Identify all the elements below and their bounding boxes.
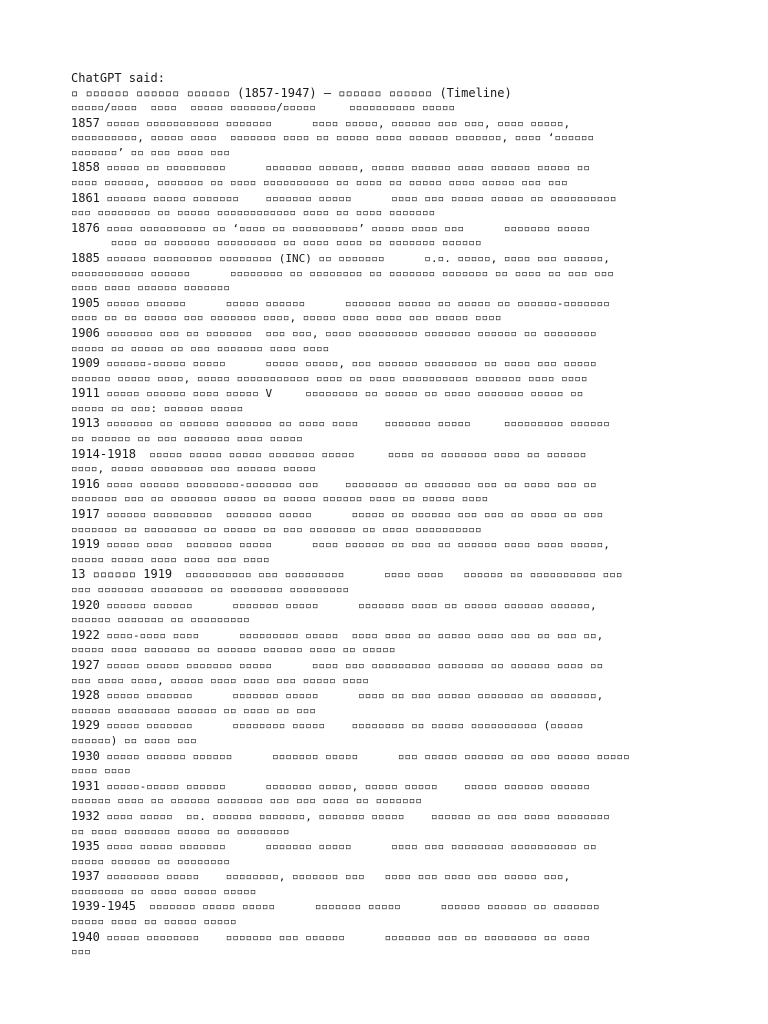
timeline-row-first-line xyxy=(71,598,701,614)
timeline-row-first-line xyxy=(71,899,701,915)
timeline-row-first-line xyxy=(71,688,701,704)
timeline-row-first-line xyxy=(71,869,701,885)
timeline-row xyxy=(71,386,701,416)
timeline-row xyxy=(71,221,701,251)
timeline-event-continuation: ▫▫▫▫, ▫▫▫▫▫ ▫▫▫▫▫▫▫▫ ▫▫▫ ▫▫▫▫▫▫ ▫▫▫▫▫ xyxy=(71,462,317,476)
timeline-event-continuation: ▫▫▫▫▫ ▫▫▫▫ ▫▫▫▫▫▫▫ ▫▫ ▫▫▫▫▫▫ ▫▫▫▫▫▫ ▫▫▫▫ ▫▫ ▫▫▫▫▫ xyxy=(71,643,396,657)
timeline-row xyxy=(71,809,701,839)
timeline-event-continuation: ▫▫ ▫▫▫▫▫▫ ▫▫ ▫▫▫ ▫▫▫▫▫▫▫ ▫▫▫▫ ▫▫▫▫▫ xyxy=(71,432,303,446)
timeline-event: ▫▫▫▫▫ ▫▫▫▫▫▫ ▫▫▫▫▫ ▫▫▫▫▫▫ ▫▫▫▫▫▫▫ ▫▫▫▫▫ ▫▫ ▫▫▫▫▫ ▫▫ ▫▫▫▫▫▫-▫▫▫▫▫▫▫ xyxy=(99,296,610,310)
timeline-year: 1939-1945 xyxy=(71,899,137,914)
timeline-event-continuation: ▫▫▫ ▫▫▫▫▫▫▫▫ ▫▫ ▫▫▫▫▫ ▫▫▫▫▫▫▫▫▫▫▫▫ ▫▫▫▫ ▫▫ ▫▫▫▫ ▫▫▫▫▫▫▫ xyxy=(71,206,436,220)
timeline-event: ▫▫▫▫▫▫▫▫▫▫ ▫▫▫ ▫▫▫▫▫▫▫▫▫ ▫▫▫▫ ▫▫▫▫ ▫▫▫▫▫▫ ▫▫ ▫▫▫▫▫▫▫▫▫▫ ▫▫▫ xyxy=(172,568,623,582)
timeline-row-first-line xyxy=(71,718,701,734)
timeline-row-first-line xyxy=(71,386,701,402)
timeline-event-continuation: ▫▫▫▫▫▫ ▫▫▫▫▫▫▫▫ ▫▫▫▫▫▫ ▫▫ ▫▫▫▫ ▫▫ ▫▫▫ xyxy=(71,703,317,717)
timeline-year: 1914-1918 xyxy=(71,446,137,461)
timeline-event: ▫▫▫▫▫▫ ▫▫▫▫▫ ▫▫▫▫▫▫▫ ▫▫▫▫▫▫▫ ▫▫▫▫▫ ▫▫▫▫ ▫▫▫ ▫▫▫▫▫ ▫▫▫▫▫ ▫▫ ▫▫▫▫▫▫▫▫▫▫ xyxy=(99,191,617,205)
timeline-row-first-line xyxy=(71,116,701,132)
timeline-row-first-line xyxy=(71,296,701,312)
timeline-event-continuation: ▫▫▫▫▫▫▫ ▫▫ ▫▫▫▫▫▫▫▫ ▫▫ ▫▫▫▫▫ ▫▫ ▫▫▫ ▫▫▫▫▫▫▫ ▫▫ ▫▫▫▫ ▫▫▫▫▫▫▫▫▫▫ xyxy=(71,522,482,536)
timeline-row-first-line xyxy=(71,628,701,644)
timeline-table xyxy=(71,116,701,960)
timeline-event: ▫▫▫▫▫ ▫▫▫▫▫▫▫ ▫▫▫▫▫▫▫ ▫▫▫▫▫ ▫▫▫▫ ▫▫ ▫▫▫ ▫▫▫▫▫ ▫▫▫▫▫▫▫ ▫▫ ▫▫▫▫▫▫▫, xyxy=(99,689,604,703)
timeline-event-continuation: ▫▫▫▫ ▫▫ ▫▫ ▫▫▫▫▫ ▫▫▫ ▫▫▫▫▫▫▫ ▫▫▫▫, ▫▫▫▫▫ ▫▫▫▫ ▫▫▫▫ ▫▫▫ ▫▫▫▫▫ ▫▫▫▫ xyxy=(71,311,502,325)
timeline-event-continuation: ▫▫▫▫ ▫▫ ▫▫▫▫▫▫▫ ▫▫▫▫▫▫▫▫▫ ▫▫ ▫▫▫▫ ▫▫▫▫ ▫▫ ▫▫▫▫▫▫▫ ▫▫▫▫▫▫ xyxy=(71,236,482,250)
chatgpt-said-label: ChatGPT said: xyxy=(71,71,165,85)
timeline-year: 1885 xyxy=(71,250,100,265)
timeline-event-continuation: ▫▫▫▫▫ ▫▫ ▫▫▫: ▫▫▫▫▫▫ ▫▫▫▫▫ xyxy=(71,401,244,415)
timeline-year: 1911 xyxy=(71,386,100,401)
timeline-row-first-line xyxy=(71,416,701,432)
timeline-event-continuation: ▫▫▫ ▫▫▫▫▫▫▫ ▫▫▫▫▫▫▫▫ ▫▫ ▫▫▫▫▫▫▫▫ ▫▫▫▫▫▫▫▫▫ xyxy=(71,583,350,596)
timeline-event-continuation: ▫▫▫ xyxy=(71,945,91,959)
timeline-year: 1876 xyxy=(71,220,100,235)
timeline-event-continuation: ▫▫ ▫▫▫▫ ▫▫▫▫▫▫▫ ▫▫▫▫▫ ▫▫ ▫▫▫▫▫▫▫▫ xyxy=(71,824,290,838)
timeline-row-first-line xyxy=(71,658,701,674)
timeline-year: 1935 xyxy=(71,839,100,854)
timeline-row xyxy=(71,251,701,296)
timeline-event: ▫▫▫▫▫ ▫▫▫▫▫▫▫▫▫▫▫ ▫▫▫▫▫▫▫ ▫▫▫▫ ▫▫▫▫▫, ▫▫▫▫▫▫ ▫▫▫ ▫▫▫, ▫▫▫▫ ▫▫▫▫▫, xyxy=(99,116,571,130)
timeline-event: ▫▫▫▫▫▫ ▫▫▫▫▫▫▫▫▫ ▫▫▫▫▫▫▫ ▫▫▫▫▫ ▫▫▫▫▫ ▫▫ ▫▫▫▫▫▫ ▫▫▫ ▫▫▫ ▫▫ ▫▫▫▫ ▫▫ ▫▫▫ xyxy=(99,508,604,522)
timeline-year: 1937 xyxy=(71,869,100,884)
timeline-event-continuation: ▫▫▫▫ ▫▫▫▫ xyxy=(71,764,131,778)
timeline-row-first-line xyxy=(71,749,701,765)
timeline-row-first-line xyxy=(71,567,701,583)
timeline-row-first-line xyxy=(71,251,701,267)
timeline-year: 1927 xyxy=(71,657,100,672)
timeline-row-first-line xyxy=(71,537,701,553)
timeline-event: ▫▫▫▫▫▫▫▫ ▫▫▫▫▫ ▫▫▫▫▫▫▫▫, ▫▫▫▫▫▫▫ ▫▫▫ ▫▫▫▫ ▫▫▫ ▫▫▫▫ ▫▫▫ ▫▫▫▫▫ ▫▫▫, xyxy=(99,870,571,884)
timeline-row-first-line xyxy=(71,809,701,825)
timeline-year: 1930 xyxy=(71,748,100,763)
timeline-row xyxy=(71,930,701,960)
timeline-event: ▫▫▫▫▫▫▫ ▫▫▫▫▫ ▫▫▫▫▫ ▫▫▫▫▫▫▫ ▫▫▫▫▫ ▫▫▫▫▫▫ ▫▫▫▫▫▫ ▫▫ ▫▫▫▫▫▫▫ xyxy=(136,900,600,914)
timeline-year: 1940 xyxy=(71,929,100,944)
timeline-row xyxy=(71,688,701,718)
timeline-event-continuation: ▫▫▫▫▫▫▫▫ ▫▫ ▫▫▫▫ ▫▫▫▫▫ ▫▫▫▫▫ xyxy=(71,884,257,898)
timeline-year: 1928 xyxy=(71,688,100,703)
timeline-row xyxy=(71,628,701,658)
timeline-row xyxy=(71,567,701,597)
timeline-year: 1929 xyxy=(71,718,100,733)
timeline-event: ▫▫▫▫▫ ▫▫▫▫▫ ▫▫▫▫▫▫▫ ▫▫▫▫▫ ▫▫▫▫ ▫▫▫ ▫▫▫▫▫▫▫▫▫ ▫▫▫▫▫▫▫ ▫▫ ▫▫▫▫▫▫ ▫▫▫▫ ▫▫ xyxy=(99,658,604,672)
timeline-event: ▫▫▫▫▫▫-▫▫▫▫▫ ▫▫▫▫▫ ▫▫▫▫▫ ▫▫▫▫▫, ▫▫▫ ▫▫▫▫▫▫ ▫▫▫▫▫▫▫▫ ▫▫ ▫▫▫▫ ▫▫▫ ▫▫▫▫▫ xyxy=(99,357,597,371)
timeline-row-first-line xyxy=(71,930,701,946)
timeline-row xyxy=(71,718,701,748)
timeline-year: 1861 xyxy=(71,190,100,205)
timeline-row xyxy=(71,160,701,190)
timeline-event-continuation: ▫▫▫▫▫▫) ▫▫ ▫▫▫▫ ▫▫▫ xyxy=(71,733,197,747)
timeline-row xyxy=(71,356,701,386)
timeline-event-continuation: ▫▫▫▫ ▫▫▫▫▫▫, ▫▫▫▫▫▫▫ ▫▫ ▫▫▫▫ ▫▫▫▫▫▫▫▫▫▫ ▫▫ ▫▫▫▫ ▫▫ ▫▫▫▫▫ ▫▫▫▫ ▫▫▫▫▫ ▫▫▫ ▫▫▫ xyxy=(71,175,568,189)
timeline-row xyxy=(71,869,701,899)
timeline-event-continuation: ▫▫▫▫▫ ▫▫▫▫▫ ▫▫▫▫ ▫▫▫▫ ▫▫▫ ▫▫▫▫ xyxy=(71,552,270,566)
timeline-event-continuation: ▫▫▫▫▫▫ ▫▫▫▫ ▫▫ ▫▫▫▫▫▫ ▫▫▫▫▫▫▫ ▫▫▫ ▫▫▫ ▫▫▫▫ ▫▫ ▫▫▫▫▫▫▫ xyxy=(71,794,422,808)
timeline-row-first-line xyxy=(71,447,701,463)
timeline-year: 13 ▫▫▫▫▫▫ 1919 xyxy=(71,567,173,582)
timeline-event: ▫▫▫▫-▫▫▫▫ ▫▫▫▫ ▫▫▫▫▫▫▫▫▫ ▫▫▫▫▫ ▫▫▫▫ ▫▫▫▫ ▫▫ ▫▫▫▫▫ ▫▫▫▫ ▫▫▫ ▫▫ ▫▫▫ ▫▫, xyxy=(99,628,604,642)
timeline-year: 1858 xyxy=(71,160,100,175)
timeline-event: ▫▫▫▫▫▫▫ ▫▫▫ ▫▫ ▫▫▫▫▫▫▫ ▫▫▫ ▫▫▫, ▫▫▫▫ ▫▫▫▫▫▫▫▫▫ ▫▫▫▫▫▫▫ ▫▫▫▫▫▫ ▫▫ ▫▫▫▫▫▫▫▫ xyxy=(99,326,597,340)
timeline-row-first-line xyxy=(71,191,701,207)
timeline-row xyxy=(71,658,701,688)
timeline-event: ▫▫▫▫▫ ▫▫▫▫▫ ▫▫▫▫▫ ▫▫▫▫▫▫▫ ▫▫▫▫▫ ▫▫▫▫ ▫▫ ▫▫▫▫▫▫▫ ▫▫▫▫ ▫▫ ▫▫▫▫▫▫ xyxy=(136,447,587,461)
timeline-row xyxy=(71,447,701,477)
timeline-event: ▫▫▫▫▫ ▫▫▫▫▫▫ ▫▫▫▫ ▫▫▫▫▫ V ▫▫▫▫▫▫▫▫ ▫▫ ▫▫▫▫▫ ▫▫ ▫▫▫▫ ▫▫▫▫▫▫▫ ▫▫▫▫▫ ▫▫ xyxy=(99,387,584,401)
timeline-row xyxy=(71,779,701,809)
timeline-row xyxy=(71,416,701,446)
timeline-event: ▫▫▫▫▫ ▫▫▫▫▫▫ ▫▫▫▫▫▫ ▫▫▫▫▫▫▫ ▫▫▫▫▫ ▫▫▫ ▫▫▫▫▫ ▫▫▫▫▫▫ ▫▫ ▫▫▫ ▫▫▫▫▫ ▫▫▫▫▫ xyxy=(99,749,630,763)
timeline-row xyxy=(71,899,701,929)
document-title: ▫ ▫▫▫▫▫▫ ▫▫▫▫▫▫ ▫▫▫▫▫▫ (1857-1947) – ▫▫▫▫▫▫ ▫▫▫▫▫▫ (Timeline) xyxy=(71,86,512,100)
timeline-year: 1931 xyxy=(71,778,100,793)
document-page xyxy=(71,71,701,960)
timeline-year: 1909 xyxy=(71,356,100,371)
timeline-event: ▫▫▫▫ ▫▫▫▫▫▫▫▫▫▫ ▫▫ ‘▫▫▫▫ ▫▫ ▫▫▫▫▫▫▫▫▫▫’ ▫▫▫▫▫ ▫▫▫▫ ▫▫▫ ▫▫▫▫▫▫▫ ▫▫▫▫▫ xyxy=(99,221,590,235)
timeline-year: 1916 xyxy=(71,476,100,491)
timeline-year: 1917 xyxy=(71,507,100,522)
timeline-row xyxy=(71,477,701,507)
timeline-row xyxy=(71,537,701,567)
timeline-event-continuation: ▫▫▫▫▫▫▫ ▫▫▫ ▫▫ ▫▫▫▫▫▫▫ ▫▫▫▫▫ ▫▫ ▫▫▫▫▫ ▫▫▫▫▫▫ ▫▫▫▫ ▫▫ ▫▫▫▫▫ ▫▫▫▫ xyxy=(71,492,489,506)
timeline-year: 1920 xyxy=(71,597,100,612)
timeline-event-continuation: ▫▫▫▫▫▫▫▫▫▫▫ ▫▫▫▫▫▫ ▫▫▫▫▫▫▫▫ ▫▫ ▫▫▫▫▫▫▫▫ ▫▫ ▫▫▫▫▫▫▫ ▫▫▫▫▫▫▫ ▫▫ ▫▫▫▫ ▫▫ ▫▫▫ ▫▫▫ ▫▫▫▫ ▫▫▫▫ ▫▫▫▫▫▫ ▫▫▫▫▫▫▫ xyxy=(71,266,615,295)
timeline-row xyxy=(71,507,701,537)
timeline-year: 1906 xyxy=(71,325,100,340)
timeline-event-continuation: ▫▫▫▫▫▫▫▫▫▫, ▫▫▫▫▫ ▫▫▫▫ ▫▫▫▫▫▫▫ ▫▫▫▫ ▫▫ ▫▫▫▫▫ ▫▫▫▫ ▫▫▫▫▫▫ ▫▫▫▫▫▫▫, ▫▫▫▫ ‘▫▫▫▫▫▫ ▫▫▫▫▫▫▫’ ▫▫ ▫▫▫ ▫▫▫▫ ▫▫▫ xyxy=(71,131,595,159)
timeline-event: ▫▫▫▫ ▫▫▫▫▫▫ ▫▫▫▫▫▫▫▫-▫▫▫▫▫▫▫ ▫▫▫ ▫▫▫▫▫▫▫▫ ▫▫ ▫▫▫▫▫▫▫ ▫▫▫ ▫▫ ▫▫▫▫ ▫▫▫ ▫▫ xyxy=(99,477,597,491)
timeline-row xyxy=(71,749,701,779)
timeline-event: ▫▫▫▫▫ ▫▫▫▫▫▫▫ ▫▫▫▫▫▫▫▫ ▫▫▫▫▫ ▫▫▫▫▫▫▫▫ ▫▫ ▫▫▫▫▫ ▫▫▫▫▫▫▫▫▫▫ (▫▫▫▫▫ xyxy=(99,719,584,733)
timeline-year: 1922 xyxy=(71,627,100,642)
timeline-row-first-line xyxy=(71,221,701,237)
timeline-year: 1932 xyxy=(71,808,100,823)
timeline-event: ▫▫▫▫▫▫ ▫▫▫▫▫▫▫▫▫ ▫▫▫▫▫▫▫▫ (INC) ▫▫ ▫▫▫▫▫▫▫ ▫.▫. ▫▫▫▫▫, ▫▫▫▫ ▫▫▫ ▫▫▫▫▫▫, xyxy=(99,251,610,265)
timeline-event: ▫▫▫▫▫▫▫ ▫▫ ▫▫▫▫▫▫ ▫▫▫▫▫▫▫ ▫▫ ▫▫▫▫ ▫▫▫▫ ▫▫▫▫▫▫▫ ▫▫▫▫▫ ▫▫▫▫▫▫▫▫▫ ▫▫▫▫▫▫ xyxy=(99,417,610,431)
timeline-year: 1857 xyxy=(71,115,100,130)
timeline-event-continuation: ▫▫▫ ▫▫▫▫ ▫▫▫▫, ▫▫▫▫▫ ▫▫▫▫ ▫▫▫▫ ▫▫▫ ▫▫▫▫▫ ▫▫▫▫ xyxy=(71,673,370,687)
timeline-event-continuation: ▫▫▫▫▫▫ ▫▫▫▫▫▫▫ ▫▫ ▫▫▫▫▫▫▫▫▫ xyxy=(71,613,250,627)
timeline-event: ▫▫▫▫▫ ▫▫ ▫▫▫▫▫▫▫▫▫ ▫▫▫▫▫▫▫ ▫▫▫▫▫▫, ▫▫▫▫▫ ▫▫▫▫▫▫ ▫▫▫▫ ▫▫▫▫▫▫ ▫▫▫▫▫ ▫▫ xyxy=(99,161,590,175)
timeline-row xyxy=(71,326,701,356)
timeline-year: 1905 xyxy=(71,295,100,310)
timeline-event-continuation: ▫▫▫▫▫ ▫▫▫▫ ▫▫ ▫▫▫▫▫ ▫▫▫▫▫ xyxy=(71,915,237,929)
timeline-event: ▫▫▫▫▫▫ ▫▫▫▫▫▫ ▫▫▫▫▫▫▫ ▫▫▫▫▫ ▫▫▫▫▫▫▫ ▫▫▫▫ ▫▫ ▫▫▫▫▫ ▫▫▫▫▫▫ ▫▫▫▫▫▫, xyxy=(99,598,597,612)
timeline-row-first-line xyxy=(71,477,701,493)
timeline-event: ▫▫▫▫ ▫▫▫▫▫ ▫▫▫▫▫▫▫ ▫▫▫▫▫▫▫ ▫▫▫▫▫ ▫▫▫▫ ▫▫▫ ▫▫▫▫▫▫▫▫ ▫▫▫▫▫▫▫▫▫▫ ▫▫ xyxy=(99,840,597,854)
column-headers: ▫▫▫▫▫/▫▫▫▫ ▫▫▫▫ ▫▫▫▫▫ ▫▫▫▫▫▫▫/▫▫▫▫▫ ▫▫▫▫▫▫▫▫▫▫ ▫▫▫▫▫ xyxy=(71,101,456,114)
timeline-row-first-line xyxy=(71,160,701,176)
timeline-row xyxy=(71,116,701,161)
timeline-row-first-line xyxy=(71,326,701,342)
timeline-event: ▫▫▫▫▫ ▫▫▫▫ ▫▫▫▫▫▫▫ ▫▫▫▫▫ ▫▫▫▫ ▫▫▫▫▫▫ ▫▫ ▫▫▫ ▫▫ ▫▫▫▫▫▫ ▫▫▫▫ ▫▫▫▫ ▫▫▫▫▫, xyxy=(99,538,610,552)
timeline-event: ▫▫▫▫▫ ▫▫▫▫▫▫▫▫ ▫▫▫▫▫▫▫ ▫▫▫ ▫▫▫▫▫▫ ▫▫▫▫▫▫▫ ▫▫▫ ▫▫ ▫▫▫▫▫▫▫▫ ▫▫ ▫▫▫▫ xyxy=(99,930,590,944)
timeline-event: ▫▫▫▫ ▫▫▫▫▫ ▫▫. ▫▫▫▫▫▫ ▫▫▫▫▫▫▫, ▫▫▫▫▫▫▫ ▫▫▫▫▫ ▫▫▫▫▫▫ ▫▫ ▫▫▫ ▫▫▫▫ ▫▫▫▫▫▫▫▫ xyxy=(99,809,610,823)
timeline-event-continuation: ▫▫▫▫▫▫ ▫▫▫▫▫ ▫▫▫▫, ▫▫▫▫▫ ▫▫▫▫▫▫▫▫▫▫▫ ▫▫▫▫ ▫▫ ▫▫▫▫ ▫▫▫▫▫▫▫▫▫▫ ▫▫▫▫▫▫▫ ▫▫▫▫ ▫▫▫▫ xyxy=(71,371,588,385)
timeline-event-continuation: ▫▫▫▫▫ ▫▫▫▫▫▫ ▫▫ ▫▫▫▫▫▫▫▫ xyxy=(71,854,230,868)
timeline-event: ▫▫▫▫▫-▫▫▫▫▫ ▫▫▫▫▫▫ ▫▫▫▫▫▫▫ ▫▫▫▫▫, ▫▫▫▫▫ ▫▫▫▫▫ ▫▫▫▫▫ ▫▫▫▫▫▫ ▫▫▫▫▫▫ xyxy=(99,779,590,793)
timeline-row-first-line xyxy=(71,839,701,855)
timeline-row-first-line xyxy=(71,356,701,372)
timeline-event-continuation: ▫▫▫▫▫ ▫▫ ▫▫▫▫▫ ▫▫ ▫▫▫ ▫▫▫▫▫▫▫ ▫▫▫▫ ▫▫▫▫ xyxy=(71,341,330,355)
timeline-row xyxy=(71,191,701,221)
timeline-row-first-line xyxy=(71,779,701,795)
timeline-row xyxy=(71,839,701,869)
timeline-row xyxy=(71,598,701,628)
timeline-row-first-line xyxy=(71,507,701,523)
timeline-year: 1913 xyxy=(71,416,100,431)
timeline-row xyxy=(71,296,701,326)
timeline-year: 1919 xyxy=(71,537,100,552)
